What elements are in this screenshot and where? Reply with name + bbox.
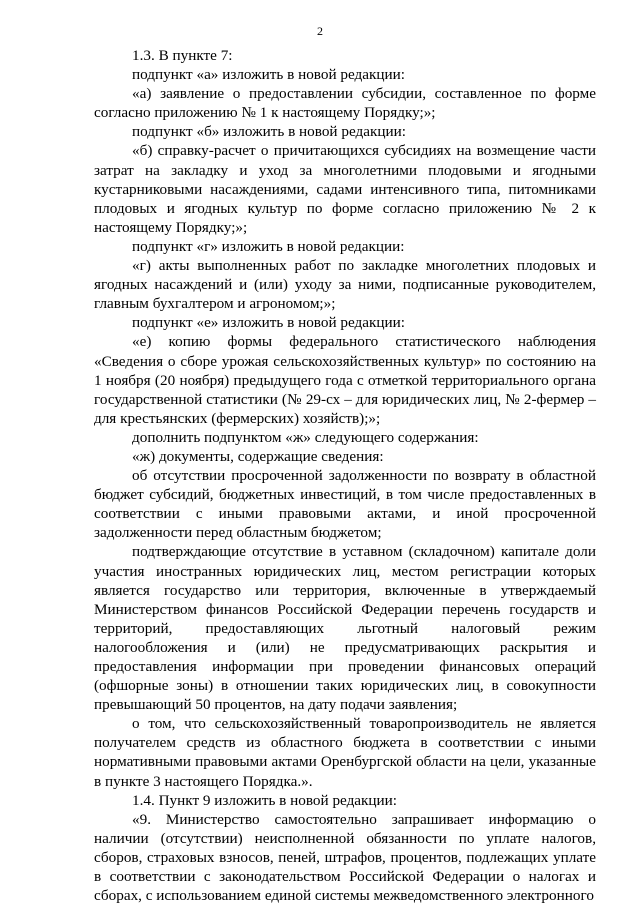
paragraph-subitem-zh-intro: дополнить подпунктом «ж» следующего содержания: xyxy=(132,428,479,446)
paragraph-subitem-b-text: «б) справку-расчет о причитающихся субсидиях на возмещение части затрат на закладку и уход за многолетними плодовыми и ягодными кустарниковыми насаждениями, садами интенсивного типа, питомниками плодовых и ягодных культур по форме согласно приложению № 2 к настоящему Порядку;»; xyxy=(94,142,596,236)
paragraph-subitem-e-text: «е) копию формы федерального статистического наблюдения «Сведения о сборе урожая сельскохозяйственных культур» по состоянию на 1 ноября (20 ноября) предыдущего года с отметкой территориального органа государственной статистики (№ 29-сх – для юридических лиц, № 2-фермер – для крестьянских (фермерских) хозяйств);»; xyxy=(94,333,596,427)
paragraph-no-foreign-share: подтверждающие отсутствие в уставном (складочном) капитале доли участия иностранных юридических лиц, местом регистрации которых является государство или территория, включенные в утверждаемый Министерством финансов Российской Федерации перечень государств и территорий, предоставляющих льготный налоговый режим налогообложения и (или) не предусматривающих раскрытия и предоставления информации при проведении финансовых операций (офшорные зоны) в отношении таких юридических лиц, в совокупности превышающий 50 процентов, на дату подачи заявления; xyxy=(94,543,596,714)
page-number: 2 xyxy=(317,24,323,38)
paragraph-subitem-b-intro: подпункт «б» изложить в новой редакции: xyxy=(132,123,406,141)
paragraph-subitem-g-intro: подпункт «г» изложить в новой редакции: xyxy=(132,237,405,255)
paragraph-no-debt: об отсутствии просроченной задолженности по возврату в областной бюджет субсидий, бюджетных инвестиций, в том числе предоставленных в соответствии с иными правовыми актами, и иной просроченной задолженности перед областным бюджетом; xyxy=(94,467,596,542)
paragraph-not-recipient: о том, что сельскохозяйственный товаропроизводитель не является получателем средств из областного бюджета в соответствии с иными нормативными правовыми актами Оренбургской области на цели, указанные в пункте 3 настоящего Порядка.». xyxy=(94,715,596,790)
paragraph-subitem-a-intro: подпункт «а» изложить в новой редакции: xyxy=(132,66,405,84)
paragraph-subitem-g-text: «г) акты выполненных работ по закладке многолетних плодовых и ягодных насаждений и (или) уходу за ними, подписанные руководителем, главным бухгалтером и агрономом;»; xyxy=(94,257,596,313)
paragraph-subitem-e-intro: подпункт «е» изложить в новой редакции: xyxy=(132,314,405,332)
paragraph-subitem-zh-heading: «ж) документы, содержащие сведения: xyxy=(132,447,384,465)
document-body xyxy=(94,46,596,905)
paragraph-1-4-heading: 1.4. Пункт 9 изложить в новой редакции: xyxy=(132,791,398,809)
paragraph-subitem-a-text: «а) заявление о предоставлении субсидии, составленное по форме согласно приложению № 1 к настоящему Порядку;»; xyxy=(94,85,596,122)
paragraph-item-9-text: «9. Министерство самостоятельно запрашивает информацию о наличии (отсутствии) неисполненной обязанности по уплате налогов, сборов, страховых взносов, пеней, штрафов, процентов, подлежащих уплате в соответствии с законодательством Российской Федерации о налогах и сборах, с использованием единой системы межведомственного электронного xyxy=(94,810,596,905)
paragraph-1-3-heading: 1.3. В пункте 7: xyxy=(132,47,233,64)
